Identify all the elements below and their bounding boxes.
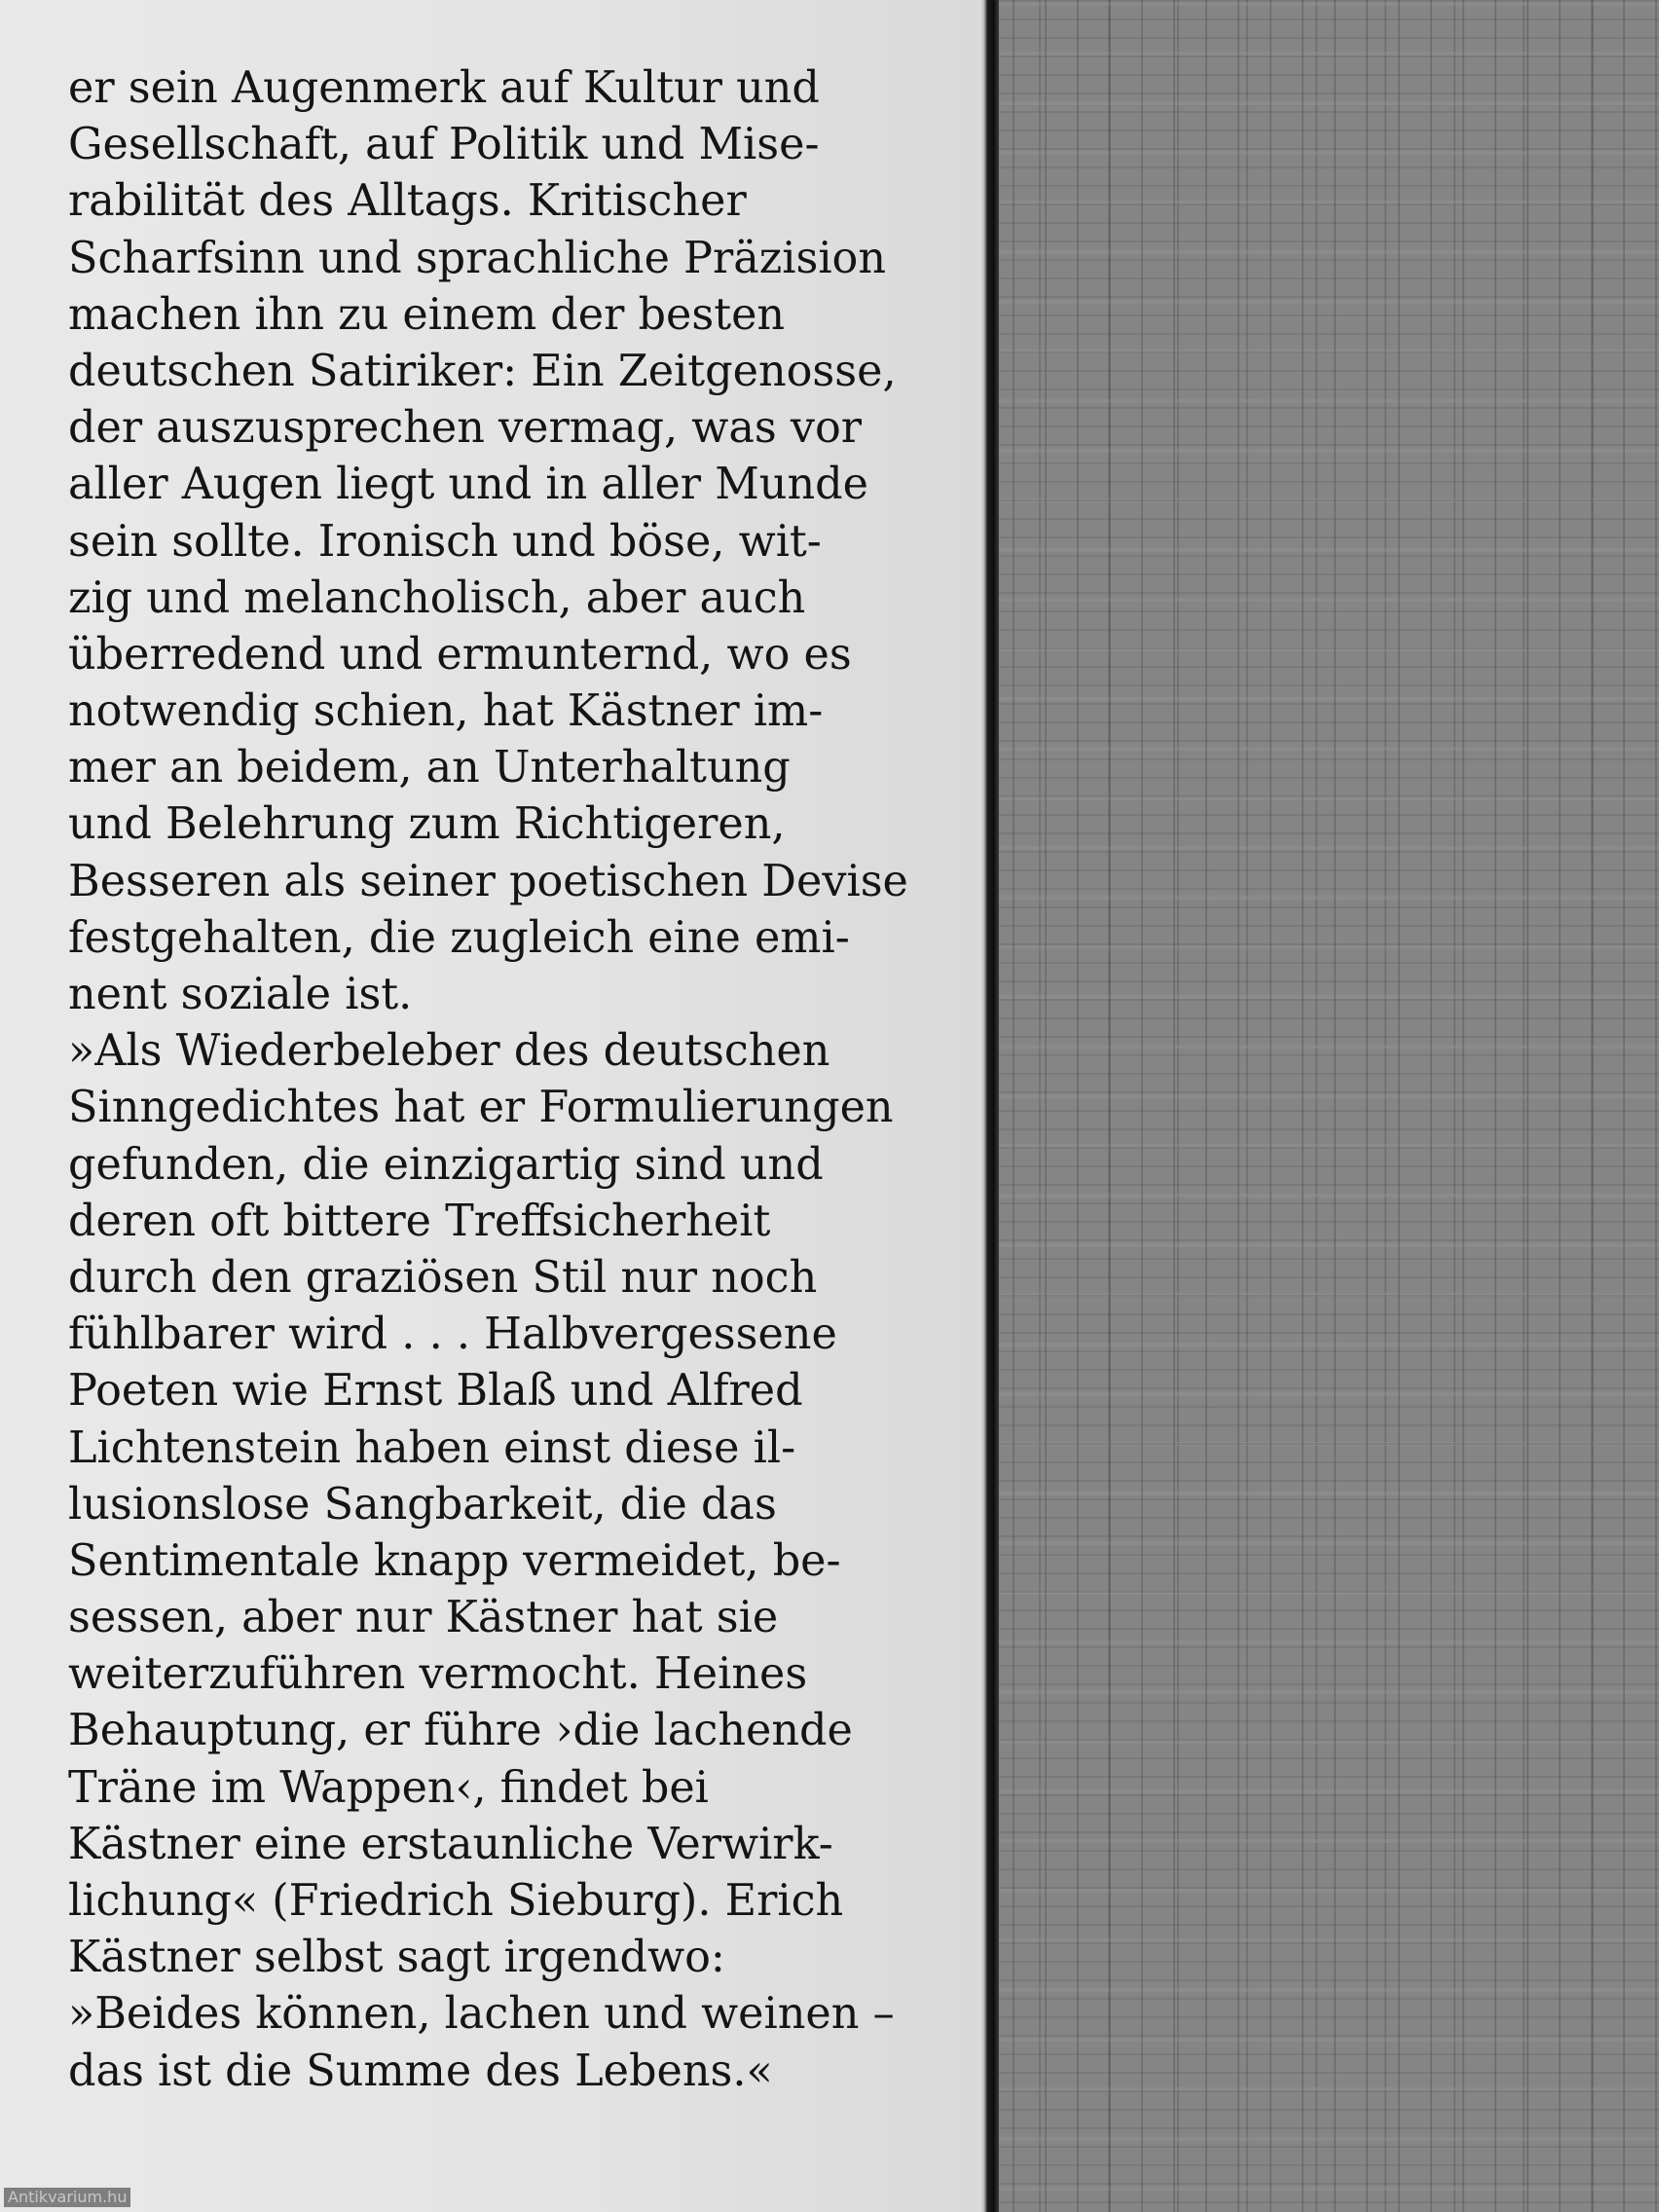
text-line: sessen, aber nur Kästner hat sie: [68, 1593, 779, 1643]
text-line: das ist die Summe des Lebens.«: [68, 2046, 773, 2096]
text-line: Scharfsinn und sprachliche Präzision: [68, 233, 887, 283]
text-line: Lichtenstein haben einst diese il-: [68, 1422, 796, 1473]
text-line: und Belehrung zum Richtigeren,: [68, 799, 786, 850]
text-line: machen ihn zu einem der besten: [68, 289, 786, 340]
text-line: Träne im Wappen‹, findet bei: [68, 1762, 709, 1813]
text-line: deutschen Satiriker: Ein Zeitgenosse,: [68, 346, 897, 396]
text-line: mer an beidem, an Unterhaltung: [68, 743, 791, 793]
text-line: gefunden, die einzigartig sind und: [68, 1139, 824, 1190]
text-line: zig und melancholisch, aber auch: [68, 572, 806, 623]
text-line: aller Augen liegt und in aller Munde: [68, 460, 868, 510]
text-line: deren oft bittere Treffsicherheit: [68, 1196, 771, 1246]
text-line: Behauptung, er führe ›die lachende: [68, 1706, 853, 1756]
text-line: Sentimentale knapp vermeidet, be-: [68, 1535, 841, 1586]
page-text: [68, 60, 944, 2100]
text-line: er sein Augenmerk auf Kultur und: [68, 63, 820, 113]
text-line: lusionslose Sangbarkeit, die das: [68, 1479, 777, 1530]
page-edge-shadow: [981, 0, 999, 2212]
text-line: durch den graziösen Stil nur noch: [68, 1252, 818, 1303]
text-line: »Als Wiederbeleber des deutschen: [68, 1026, 830, 1077]
text-line: Poeten wie Ernst Blaß und Alfred: [68, 1366, 803, 1417]
text-line: Gesellschaft, auf Politik und Mise-: [68, 120, 820, 170]
board-texture: [999, 0, 1659, 2212]
text-line: überredend und ermunternd, wo es: [68, 629, 852, 680]
background-board: [999, 0, 1659, 2212]
text-line: rabilität des Alltags. Kritischer: [68, 176, 747, 227]
text-line: Kästner eine erstaunliche Verwirk-: [68, 1819, 833, 1869]
text-line: Kästner selbst sagt irgendwo:: [68, 1933, 725, 1983]
text-line: Besseren als seiner poetischen Devise: [68, 856, 908, 906]
text-line: festgehalten, die zugleich eine emi-: [68, 912, 850, 963]
text-line: nent soziale ist.: [68, 970, 413, 1019]
watermark-text: Antikvarium.hu: [4, 2188, 130, 2207]
text-line: sein sollte. Ironisch und böse, wit-: [68, 516, 822, 567]
text-line: notwendig schien, hat Kästner im-: [68, 686, 824, 737]
text-line: der auszusprechen vermag, was vor: [68, 403, 863, 454]
text-line: lichung« (Friedrich Sieburg). Erich: [68, 1876, 844, 1926]
text-line: »Beides können, lachen und weinen –: [68, 1989, 895, 2040]
text-line: weiterzuführen vermocht. Heines: [68, 1649, 808, 1700]
text-line: Sinngedichtes hat er Formulierungen: [68, 1083, 894, 1133]
text-line: fühlbarer wird . . . Halbvergessene: [68, 1309, 837, 1360]
